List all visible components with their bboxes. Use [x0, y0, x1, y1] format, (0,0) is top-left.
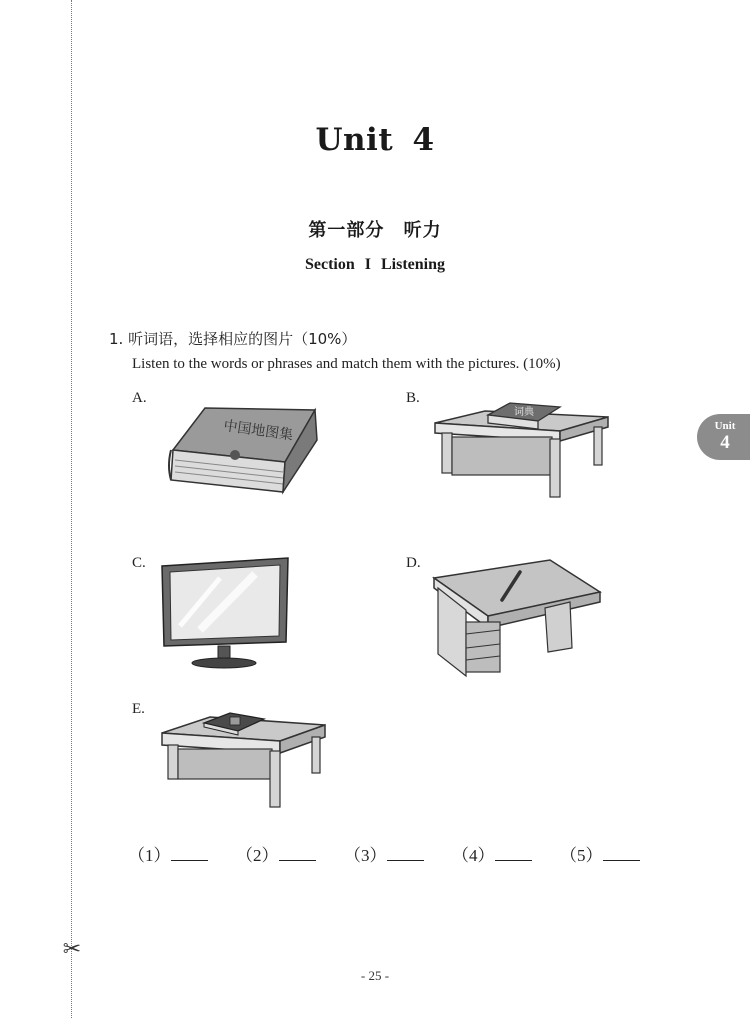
blank-label: （4）: [452, 846, 495, 865]
option-c-letter: C.: [132, 555, 146, 571]
unit-tab-number: 4: [720, 432, 730, 453]
blank-line: [603, 846, 640, 861]
page-number: - 25 -: [360, 968, 390, 983]
desk-with-pen-icon: [430, 556, 602, 684]
atlas-title-text: 中国地图集: [222, 418, 294, 444]
option-b-letter: B.: [406, 390, 420, 406]
unit-side-tab: [697, 414, 750, 460]
unit-tab-label: Unit: [714, 420, 736, 432]
desk-with-dictionary-icon: [430, 395, 615, 505]
atlas-book-icon: [165, 400, 320, 502]
page-title: Unit 4: [315, 122, 435, 158]
blank-label: （1）: [128, 846, 171, 865]
answer-blank-3[interactable]: [344, 841, 424, 866]
blank-label: （3）: [344, 846, 387, 865]
section-title: Section I Listening: [304, 256, 445, 273]
scissors-icon: ✂: [62, 937, 82, 962]
blank-label: （2）: [236, 846, 279, 865]
option-a-letter: A.: [132, 390, 147, 406]
question-instruction-cn: 1. 听词语，选择相应的图片（10%）: [109, 330, 357, 348]
answer-blank-2[interactable]: [236, 841, 316, 866]
blank-line: [279, 846, 316, 861]
desk-with-notebook-icon: [160, 705, 330, 813]
answer-blank-1[interactable]: [128, 841, 208, 866]
option-d-letter: D.: [406, 555, 421, 571]
blank-line: [495, 846, 532, 861]
option-e-letter: E.: [132, 701, 145, 717]
blank-line: [171, 846, 208, 861]
answer-blank-4[interactable]: [452, 841, 532, 866]
computer-monitor-icon: [160, 556, 295, 674]
dictionary-title-text: 词典: [514, 407, 534, 418]
question-instruction-en: Listen to the words or phrases and match them with the pictures. (10%): [132, 356, 561, 372]
blank-label: （5）: [560, 846, 603, 865]
part-title: 第一部分 听力: [308, 220, 442, 241]
answer-blank-5[interactable]: [560, 841, 640, 866]
blank-line: [387, 846, 424, 861]
answer-blanks: [128, 841, 668, 865]
